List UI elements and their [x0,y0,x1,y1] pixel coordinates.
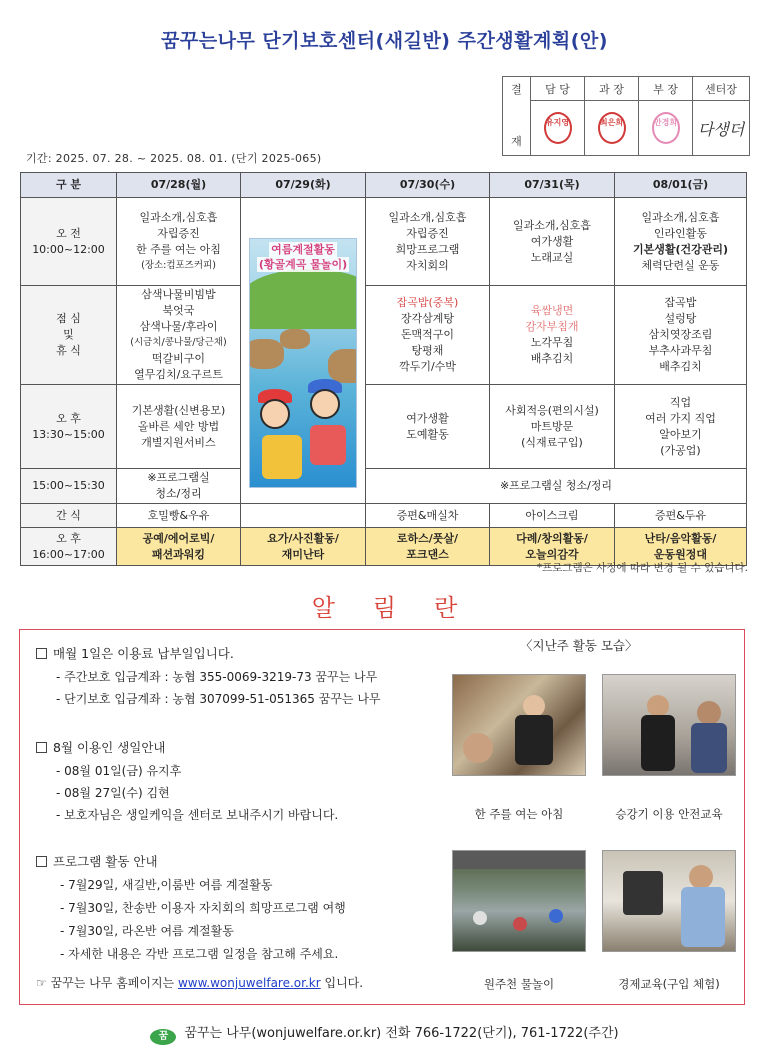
photos-title: 〈지난주 활동 모습〉 [520,638,638,653]
cell-thu-lunch: 육쌈냉면 감자부침개 노각무침 배추김치 [490,286,615,385]
cell-fri-afternoon: 직업 여러 가지 직업 알아보기 (가공업) [615,385,747,469]
outing-poster-image [249,238,357,488]
program-3: - 7월30일, 라온반 여름 계절활동 [60,924,234,938]
cell-mon-afternoon: 기본생활(신변용모) 올바른 세안 방법 개별지원서비스 [117,385,241,469]
birthday-title: 8월 이용인 생일안내 [36,738,166,756]
stamp-icon: 최은희 [598,112,626,144]
photo-caption-1: 한 주를 여는 아침 [474,807,564,821]
table-row [21,198,747,286]
table-row [21,469,747,504]
row-label-morning: 오 전 10:00~12:00 [21,198,117,286]
approval-box [502,76,750,156]
cell-wed-morning: 일과소개,심호흡 자립증진 희망프로그램 자치회의 [366,198,490,286]
fee-account-2: - 단기보호 입금계좌 : 농협 307099-51-051365 꿈꾸는 나무 [56,692,381,706]
approval-header-3: 부 장 [639,77,693,101]
birthday-2: - 08월 27일(수) 김현 [56,786,170,800]
header-thu: 07/31(목) [490,173,615,198]
homepage-link[interactable]: www.wonjuwelfare.or.kr [177,976,321,990]
row-label-late: 오 후 16:00~17:00 [21,528,117,566]
approval-header-4: 센터장 [693,77,750,101]
photo-caption-3: 원주천 물놀이 [483,977,555,991]
cell-fri-snack: 증편&두유 [615,504,747,528]
header-category: 구 분 [21,173,117,198]
cell-mon-morning: 일과소개,심호흡 자립증진 한 주를 여는 아침 (장소:컴포즈커피) [117,198,241,286]
page-title: 꿈꾸는나무 단기보호센터(새길반) 주간생활계획(안) [161,30,608,52]
weekly-schedule-table [20,172,747,566]
cell-tue-snack [241,504,366,528]
photo-stream [452,850,586,952]
cell-wed-lunch: 잡곡밥(중복) 장각삼계탕 돈맥적구이 탕평채 깍두기/수박 [366,286,490,385]
approval-signature: 다생더 [693,101,750,156]
fee-title: 매월 1일은 이용료 납부일입니다. [36,644,234,662]
homepage-line: ☞ 꿈꾸는 나무 홈페이지는 www.wonjuwelfare.or.kr 입니다. [36,976,364,990]
cell-wed-afternoon: 여가생활 도예활동 [366,385,490,469]
cell-thu-late: 다례/창의활동/ 오늘의감각 [490,528,615,566]
notice-box [19,629,745,1005]
program-1: - 7월29일, 새길반,이룸반 여름 계절활동 [60,878,273,892]
cell-mon-late: 공예/에어로빅/ 패션과워킹 [117,528,241,566]
footer-text: 꿈꾸는 나무(wonjuwelfare.or.kr) 전화 766-1722(단기), 761-1722(주간) [184,1026,619,1041]
photo-caption-2: 승강기 이용 안전교육 [615,807,723,821]
cell-thu-morning: 일과소개,심호흡 여가생활 노래교실 [490,198,615,286]
header-tue: 07/29(화) [241,173,366,198]
approval-stamp-3 [639,101,693,156]
cell-fri-lunch: 잡곡밥 설렁탕 삼치엿장조림 부추사과무침 배추김치 [615,286,747,385]
cell-wed-snack: 증편&매실차 [366,504,490,528]
program-2: - 7월30일, 찬송반 이용자 자치회의 희망프로그램 여행 [60,901,346,915]
birthday-3: - 보호자님은 생일케익을 센터로 보내주시기 바랍니다. [56,808,339,822]
cell-wed-late: 로하스/풋살/ 포크댄스 [366,528,490,566]
stamp-icon: 유지영 [544,112,572,144]
checkbox-icon [36,648,47,659]
cell-fri-late: 난타/음악활동/ 운동원정대 [615,528,747,566]
header-fri: 08/01(금) [615,173,747,198]
cell-mon-snack: 호밀빵&우유 [117,504,241,528]
cell-mon-cleanup: ※프로그램실 청소/정리 [117,469,241,504]
cell-thu-snack: 아이스크림 [490,504,615,528]
approval-stamp-2 [585,101,639,156]
row-label-snack: 간 식 [21,504,117,528]
fee-account-1: - 주간보호 입금계좌 : 농협 355-0069-3219-73 꿈꾸는 나무 [56,670,378,684]
cell-thu-afternoon: 사회적응(편의시설) 마트방문 (식재료구입) [490,385,615,469]
cell-mon-lunch: 삼색나물비빔밥 북엇국 삼색나물/후라이 (시금치/콩나물/당근채) 떡갈비구이 열무김치/요구르트 [117,286,241,385]
program-4: - 자세한 내용은 각반 프로그램 일정을 참고해 주세요. [60,947,339,961]
cell-fri-morning: 일과소개,심호흡 인라인활동 기본생활(건강관리) 체력단련실 운동 [615,198,747,286]
row-label-afternoon: 오 후 13:30~15:00 [21,385,117,469]
photo-economy [602,850,736,952]
approval-header-2: 과 장 [585,77,639,101]
period-text: 기간: 2025. 07. 28. ~ 2025. 08. 01. (단기 2025-065) [26,152,322,165]
tue-outing-label: 여름계절활동 (황골계곡 물놀이) [258,243,348,271]
header-mon: 07/28(월) [117,173,241,198]
table-row [21,504,747,528]
table-row [21,286,747,385]
birthday-1: - 08월 01일(금) 유지후 [56,764,182,778]
stamp-icon: 안경희 [652,112,680,144]
photo-morning [452,674,586,776]
row-label-cleanup: 15:00~15:30 [21,469,117,504]
photo-caption-4: 경제교육(구입 체험) [618,977,720,991]
program-title: 프로그램 활동 안내 [36,852,158,870]
header-wed: 07/30(수) [366,173,490,198]
cell-tue-outing [241,198,366,504]
schedule-note: *프로그램은 사정에 따라 변경 될 수 있습니다. [536,562,748,574]
leaf-logo-icon: 꿈 [150,1029,176,1045]
footer [0,1022,769,1045]
checkbox-icon [36,856,47,867]
cell-tue-late: 요가/사진활동/ 재미난타 [241,528,366,566]
photo-elevator [602,674,736,776]
table-row [21,385,747,469]
table-header-row [21,173,747,198]
approval-stamp-1 [531,101,585,156]
row-label-lunch: 점 심 및 휴 식 [21,286,117,385]
approval-header-1: 담 당 [531,77,585,101]
notice-title: 알림란 [311,594,496,622]
checkbox-icon [36,742,47,753]
approval-label: 결 재 [503,77,531,156]
cell-cleanup-rest: ※프로그램실 청소/정리 [366,469,747,504]
